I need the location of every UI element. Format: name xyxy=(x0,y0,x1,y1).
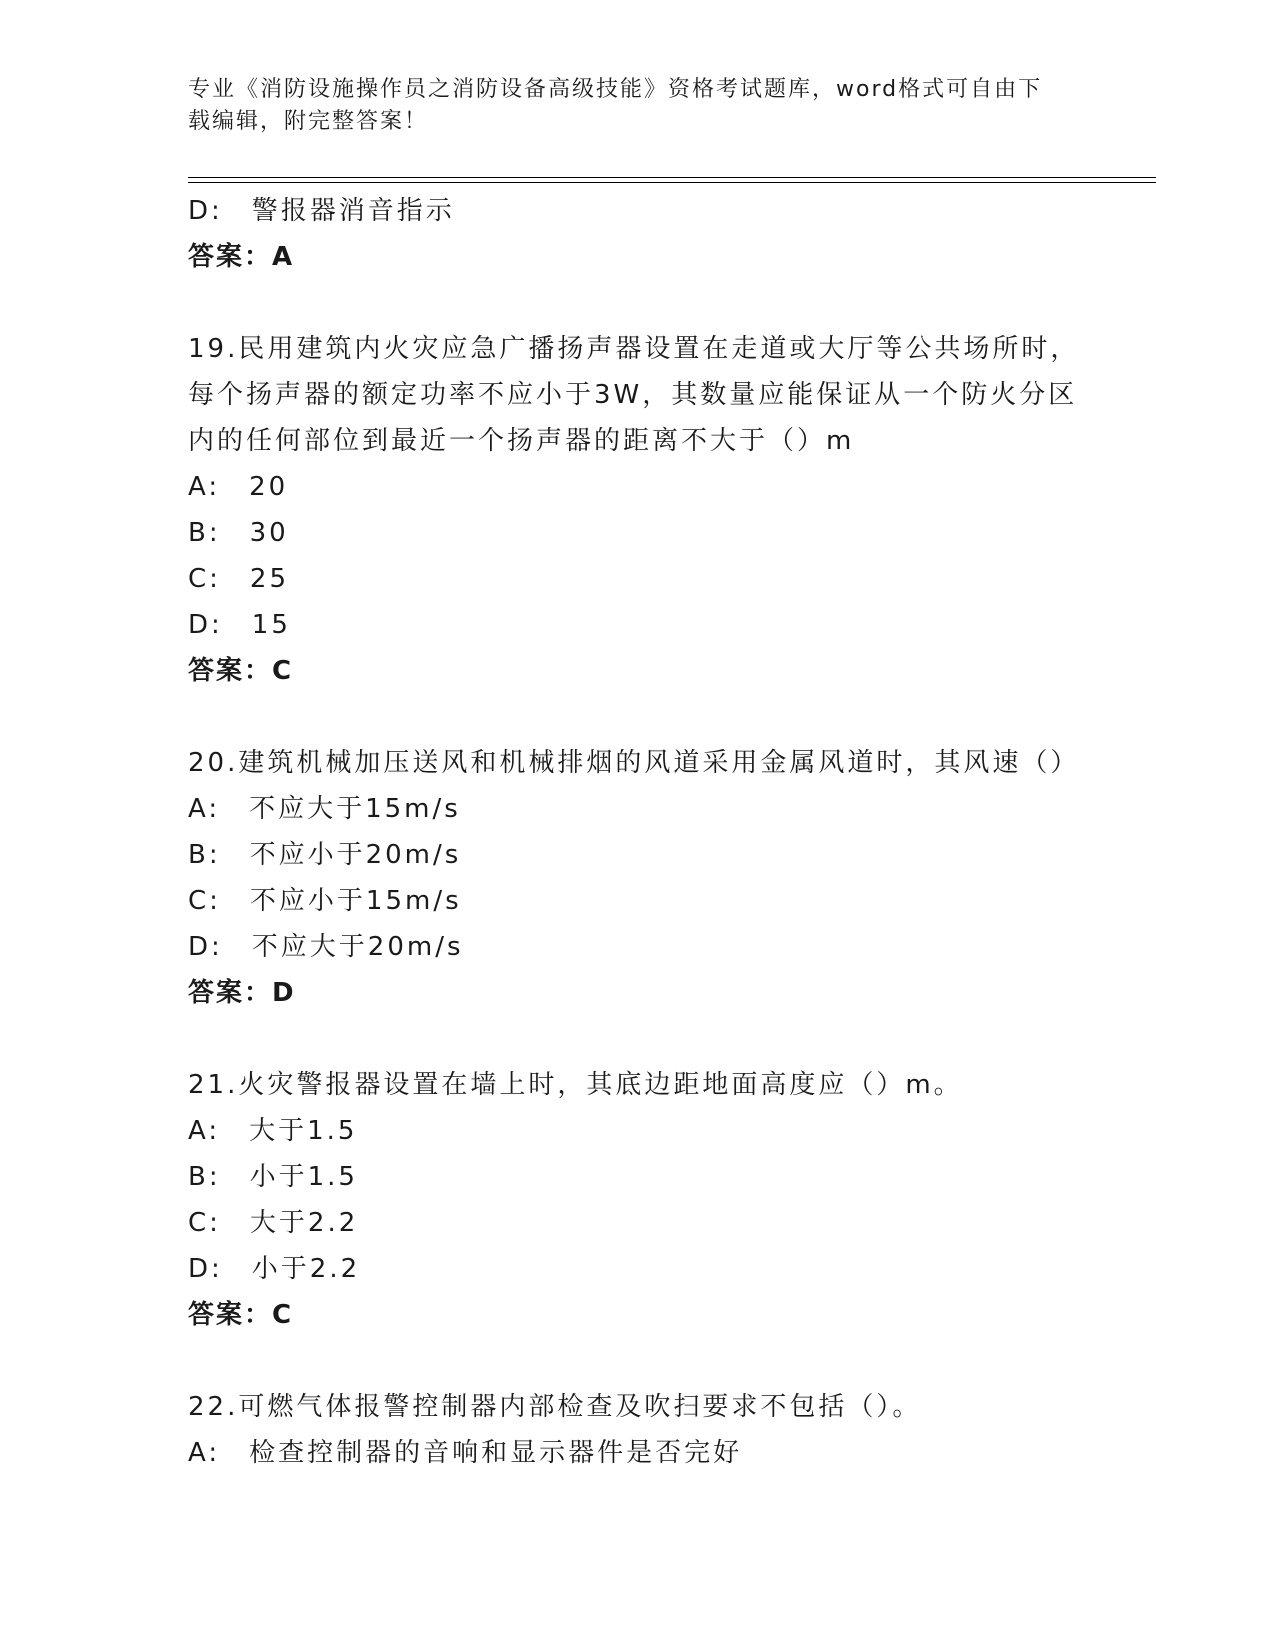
question-text: 19.民用建筑内火灾应急广播扬声器设置在走道或大厅等公共场所时， xyxy=(188,334,1080,364)
option-a: A: 不应大于15m/s xyxy=(188,794,461,824)
header-line-2: 载编辑，附完整答案！ xyxy=(188,109,429,134)
question-20 xyxy=(188,740,1088,1016)
question-list xyxy=(188,188,1088,1476)
question-text: 20.建筑机械加压送风和机械排烟的风道采用金属风道时，其风速（） xyxy=(188,748,1080,778)
option-d: D: 不应大于20m/s xyxy=(188,932,464,962)
question-text: 21.火灾警报器设置在墙上时，其底边距地面高度应（）m。 xyxy=(188,1070,963,1100)
spacer xyxy=(188,694,1088,740)
question-19 xyxy=(188,326,1088,694)
option-c: C: 不应小于15m/s xyxy=(188,886,462,916)
option-a: A: 20 xyxy=(188,472,289,502)
answer: 答案：C xyxy=(188,656,294,686)
header-divider-bottom xyxy=(188,182,1156,183)
question-text: 22.可燃气体报警控制器内部检查及吹扫要求不包括（）。 xyxy=(188,1392,922,1422)
answer: 答案：C xyxy=(188,1300,294,1330)
option-b: B: 小于1.5 xyxy=(188,1162,358,1192)
option-d: D: 15 xyxy=(188,610,291,640)
question-text: 内的任何部位到最近一个扬声器的距离不大于（）m xyxy=(188,426,855,456)
question-22 xyxy=(188,1384,1088,1476)
question-21 xyxy=(188,1062,1088,1338)
option-b: B: 不应小于20m/s xyxy=(188,840,462,870)
spacer xyxy=(188,1338,1088,1384)
spacer xyxy=(188,1016,1088,1062)
option-a: A: 检查控制器的音响和显示器件是否完好 xyxy=(188,1438,743,1468)
answer: 答案：A xyxy=(188,242,295,272)
page-header xyxy=(188,74,1068,138)
answer: 答案：D xyxy=(188,978,296,1008)
header-divider-top xyxy=(188,177,1156,178)
option-c: C: 大于2.2 xyxy=(188,1208,359,1238)
spacer xyxy=(188,280,1088,326)
option-b: B: 30 xyxy=(188,518,289,548)
option-d: D: 小于2.2 xyxy=(188,1254,361,1284)
option-d: D: 警报器消音指示 xyxy=(188,196,455,226)
header-line-1: 专业《消防设施操作员之消防设备高级技能》资格考试题库，word格式可自由下 xyxy=(188,77,1043,102)
option-c: C: 25 xyxy=(188,564,289,594)
option-a: A: 大于1.5 xyxy=(188,1116,358,1146)
question-text: 每个扬声器的额定功率不应小于3W，其数量应能保证从一个防火分区 xyxy=(188,380,1078,410)
